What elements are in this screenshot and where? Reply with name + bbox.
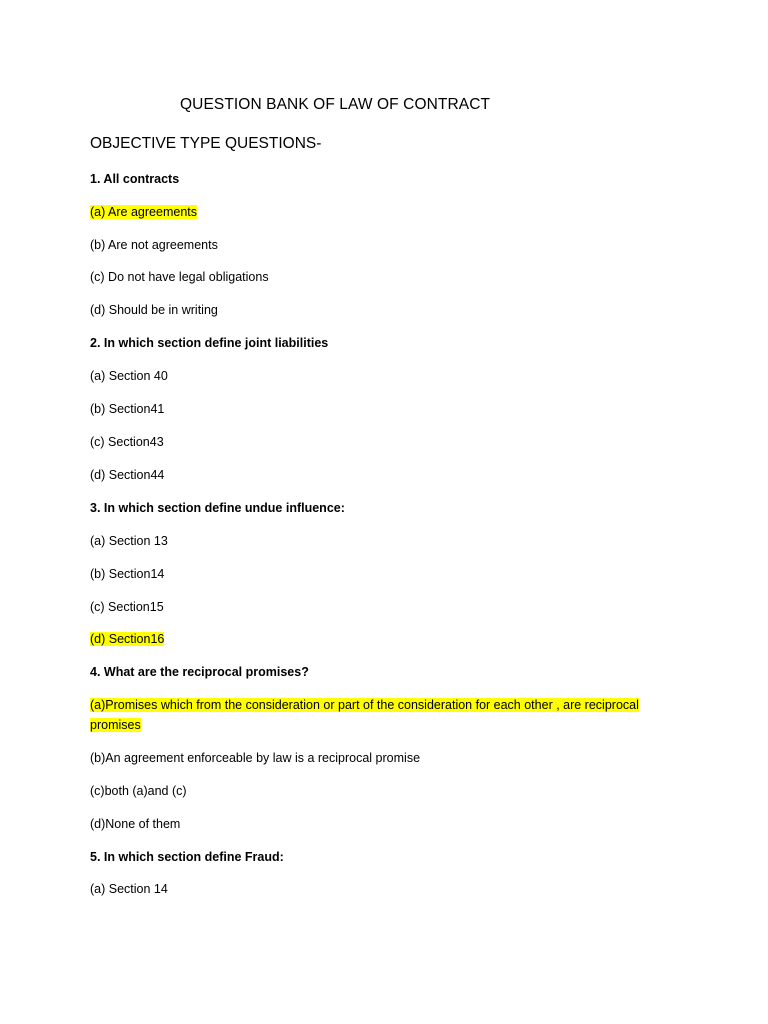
- option-2a: (a) Section 40: [90, 369, 168, 383]
- option-3c: (c) Section15: [90, 600, 164, 614]
- answer-highlight: (a) Are agreements: [90, 205, 197, 219]
- option-4c: (c)both (a)and (c): [90, 784, 187, 798]
- option-4d: (d)None of them: [90, 817, 181, 831]
- option-1d: (d) Should be in writing: [90, 303, 218, 317]
- option-3d: [90, 629, 164, 649]
- option-2b: (b) Section41: [90, 402, 165, 416]
- answer-highlight: promises: [90, 718, 141, 732]
- option-3b: (b) Section14: [90, 567, 165, 581]
- question-1: 1. All contracts: [90, 172, 180, 186]
- question-2: 2. In which section define joint liabilities: [90, 336, 329, 350]
- option-4a: [90, 695, 639, 715]
- option-1b: (b) Are not agreements: [90, 238, 218, 252]
- option-1a: [90, 202, 197, 222]
- option-3a: (a) Section 13: [90, 534, 168, 548]
- option-5a: (a) Section 14: [90, 882, 168, 896]
- option-4a-continued: [90, 715, 141, 735]
- question-5: 5. In which section define Fraud:: [90, 850, 284, 864]
- document-title: QUESTION BANK OF LAW OF CONTRACT: [180, 96, 491, 113]
- question-3: 3. In which section define undue influence:: [90, 501, 345, 515]
- answer-highlight: (d) Section16: [90, 632, 165, 646]
- option-2d: (d) Section44: [90, 468, 165, 482]
- option-1c: (c) Do not have legal obligations: [90, 270, 269, 284]
- option-4b: (b)An agreement enforceable by law is a reciprocal promise: [90, 751, 421, 765]
- question-4: 4. What are the reciprocal promises?: [90, 665, 309, 679]
- section-heading: OBJECTIVE TYPE QUESTIONS-: [90, 135, 322, 152]
- option-2c: (c) Section43: [90, 435, 164, 449]
- answer-highlight: (a)Promises which from the consideration or part of the consideration for each other , are reciprocal: [90, 698, 639, 712]
